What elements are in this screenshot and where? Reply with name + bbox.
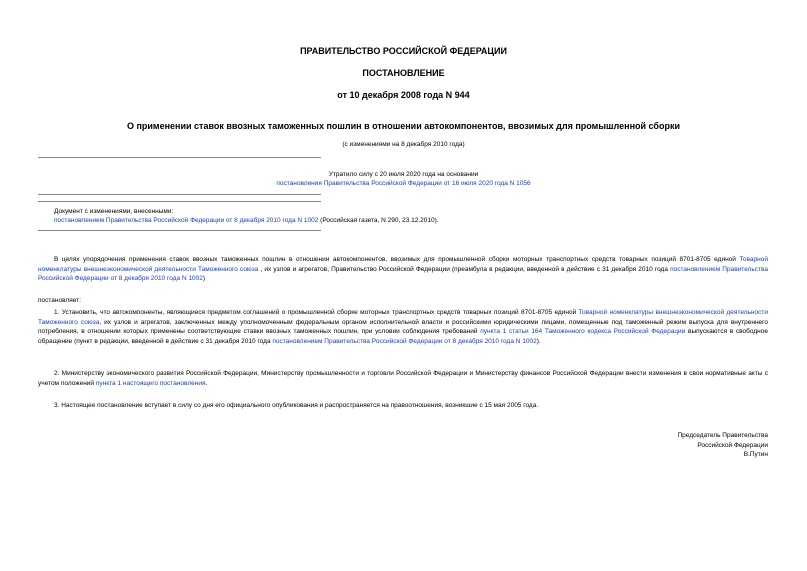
signature-country: Российской Федерации <box>697 441 768 449</box>
government-heading: ПРАВИТЕЛЬСТВО РОССИЙСКОЙ ФЕДЕРАЦИИ <box>300 46 507 56</box>
document-title: О применении ставок ввозных таможенных пошлин в отношении автокомпонентов, ввозимых для промышленной сборки <box>126 121 681 131</box>
divider <box>38 157 321 158</box>
changes-link[interactable]: постановлением Правительства Российской Федерации от 8 декабря 2010 года N 1002 <box>54 217 319 224</box>
amendment-link[interactable]: постановлением Правительства Российской Федерации от 8 декабря 2010 года N 1002 <box>38 265 768 283</box>
repeal-link[interactable]: постановления Правительства Российской Федерации от 16 июля 2020 года N 1056 <box>276 180 531 187</box>
date-number-heading: от 10 декабря 2008 года N 944 <box>337 90 470 100</box>
preamble-text: ) <box>202 275 206 283</box>
item-2-text: 2. Министерству экономического развития Российской Федерации, Министерству промышленности и торговли Российской Федерации и Министерству финансов Российской Федерации внести изменения в свои нормативные акты с учетом положений <box>38 370 768 387</box>
item-1-text: выпускаются в свободное обращение (пункт в редакции, введенной в действие с 31 декабря 2010 года <box>38 328 768 345</box>
item-3-text: 3. Настоящее постановление вступает в силу со дня его официального опубликования и распространяется на правоотношения, возникшие с 15 мая 2005 года. <box>54 402 539 409</box>
item-1-text: 1. Установить, что автокомпоненты, являющиеся предметом соглашений о промышленной сборке моторных транспортных средств товарных позиций 8701-8705 единой <box>54 309 579 316</box>
changes-label: Документ с изменениями, внесенными: <box>54 208 174 215</box>
divider <box>38 194 321 195</box>
signature-name: В.Путин <box>743 451 768 459</box>
signature-block <box>677 431 768 460</box>
item-2-text: . <box>205 379 208 387</box>
decree-word: постановляет: <box>38 297 81 304</box>
clause-1-link[interactable]: пункта 1 настоящего постановления <box>95 379 206 387</box>
preamble-text: В целях упорядочения применения ставок ввозных таможенных пошлин в отношении автокомпонентов, ввозимых для промышленной сборки моторных транспортных средств товарных позиций 8701-8705 единой <box>54 256 740 263</box>
doc-type-heading: ПОСТАНОВЛЕНИЕ <box>362 68 445 78</box>
nomenclature-link[interactable]: Товарной номенклатуры внешнеэкономической деятельности Таможенного союза <box>38 256 768 273</box>
status-text: Утратило силу с 20 июля 2020 года на основании <box>328 171 479 178</box>
amendment-note: (с изменениями на 8 декабря 2010 года) <box>342 141 465 148</box>
item-3-paragraph <box>38 401 768 411</box>
signature-position: Председатель Правительства <box>677 432 768 439</box>
amendment-link[interactable]: постановлением Правительства Российской Федерации от 8 декабря 2010 года N 1002 <box>272 337 537 345</box>
changes-block <box>54 207 794 225</box>
preamble-paragraph <box>38 255 768 284</box>
item-1-paragraph <box>38 308 768 346</box>
preamble-text: , их узлов и агрегатов, Правительство Российской Федерации (преамбула в редакции, введенной в действие с 31 декабря 2010 года <box>258 265 671 273</box>
item-1-text: ). <box>536 337 541 345</box>
item-1-text: , их узлов и агрегатов, заключенных между уполномоченным федеральным органом исполнительной власти и российскими юридическими лицами, помещенные под таможенный режим выпуска для внутреннего потребления, в отношении которых применены соответствующие ставки ввозных таможенных пошлин, при условии соблюдения требований <box>38 318 768 336</box>
divider <box>38 201 321 202</box>
status-block <box>0 170 807 188</box>
nomenclature-link[interactable]: Товарной номенклатуры внешнеэкономической деятельности Таможенного союза <box>38 309 768 326</box>
item-2-paragraph <box>38 369 768 388</box>
changes-tail: (Российская газета, N 290, 23.12.2010). <box>318 217 439 224</box>
customs-code-link[interactable]: пункта 1 статьи 164 Таможенного кодекса Российской Федерации <box>480 328 686 336</box>
divider <box>38 230 321 231</box>
